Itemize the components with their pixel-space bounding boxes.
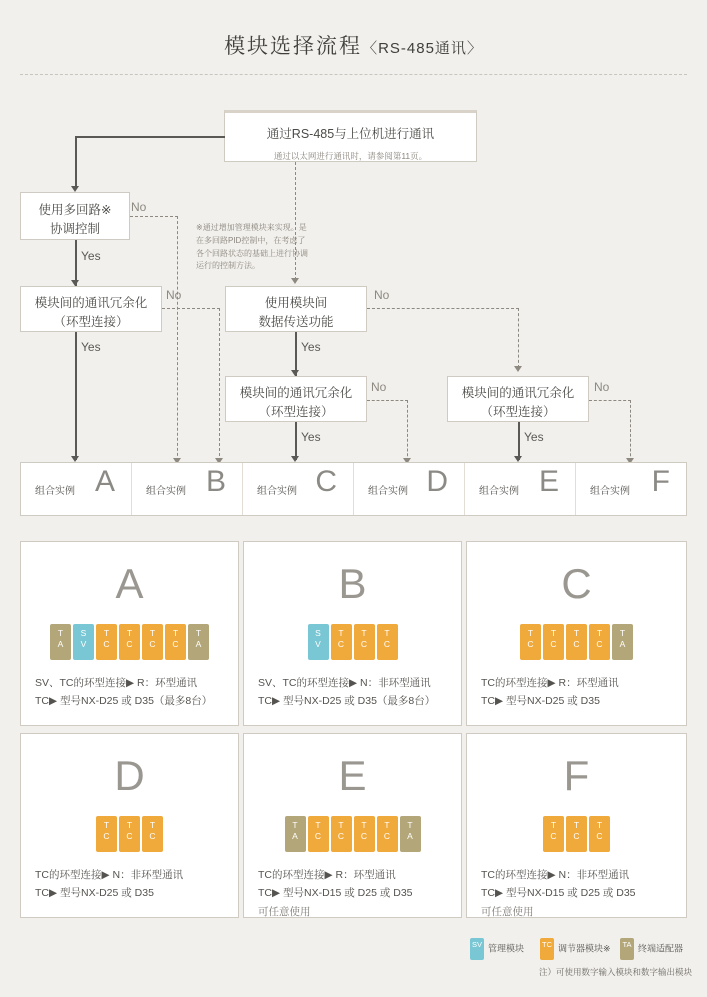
flow-start-text: 通过RS-485与上位机进行通讯	[266, 127, 435, 141]
chip-tc: T C	[520, 624, 541, 660]
dash-datatransfer-down	[518, 308, 519, 368]
card-d-chips	[21, 816, 238, 852]
chip-tc: T C	[308, 816, 329, 852]
card-b-desc-line2: TC▶ 型号NX-D25 或 D35（最多8台）	[258, 695, 436, 708]
card-b-desc-line1: SV、TC的环型连接▶ N：非环型通讯	[258, 677, 431, 689]
chip-tc: T C	[354, 816, 375, 852]
dash-redright-right	[589, 400, 631, 401]
chip-tc: T C	[543, 624, 564, 660]
result-label-d: 组合实例	[368, 486, 408, 497]
card-c-desc-line1: TC的环型连接▶ R：环型通讯	[481, 677, 619, 689]
chip-tc: T C	[331, 624, 352, 660]
card-e-chips	[244, 816, 461, 852]
label-no-redundancy-left: No	[166, 288, 182, 302]
result-cell-e	[465, 463, 576, 515]
result-cell-f	[576, 463, 686, 515]
result-label-c: 组合实例	[257, 486, 297, 497]
card-b-desc	[258, 674, 451, 711]
card-f-desc-line3: 可任意使用	[481, 905, 534, 918]
page-title-main: 模块选择流程	[224, 35, 363, 58]
line-redleft-yes	[75, 332, 77, 460]
card-e-desc-line2: TC▶ 型号NX-D15 或 D25 或 D35	[258, 887, 413, 900]
dash-multiloop-right	[130, 216, 178, 217]
chip-tc: T C	[589, 624, 610, 660]
chip-tc: T C	[566, 624, 587, 660]
chip-tc: T C	[119, 624, 140, 660]
result-cell-d	[354, 463, 465, 515]
card-a-desc-line2: TC▶ 型号NX-D25 或 D35（最多8台）	[35, 695, 213, 708]
flow-redundancy-left-line2: （环型连接）	[53, 314, 129, 329]
flow-redundancy-right-line1: 模块间的通讯冗余化	[461, 386, 575, 400]
chip-tc: T C	[142, 624, 163, 660]
card-a	[20, 541, 239, 726]
card-f-chips	[467, 816, 686, 852]
flow-redundancy-right-box	[447, 376, 589, 422]
card-d-desc-line1: TC的环型连接▶ N：非环型通讯	[35, 869, 184, 881]
dash-datatransfer-right	[367, 308, 519, 309]
label-yes-redundancy-mid: Yes	[301, 430, 321, 444]
chip-tc: T C	[377, 816, 398, 852]
card-c-chips	[467, 624, 686, 660]
line-redmid-yes	[295, 422, 297, 460]
card-c	[466, 541, 687, 726]
chip-tc-legend: TC	[540, 938, 554, 960]
card-a-desc-line1: SV、TC的环型连接▶ R：环型通讯	[35, 677, 198, 689]
legend-label-adapter: 终端适配器	[638, 943, 684, 954]
legend-item-controller	[540, 938, 611, 960]
dash-multiloop-down	[177, 216, 178, 466]
legend-label-manager: 管理模块	[488, 943, 525, 954]
flow-multiloop-line2: 协调控制	[49, 221, 100, 236]
flow-start-box	[224, 110, 477, 162]
chip-ta-legend: TA	[620, 938, 634, 960]
card-a-desc	[35, 674, 228, 711]
dash-redright-down	[630, 400, 631, 466]
card-d-letter: D	[114, 752, 145, 799]
line-start-down	[75, 136, 77, 186]
result-label-b: 组合实例	[146, 486, 186, 497]
card-f	[466, 733, 687, 918]
legend-label-controller: 调节器模块※	[558, 943, 611, 954]
result-row	[20, 462, 687, 516]
arrowhead-to-datatransfer	[291, 278, 299, 284]
card-d	[20, 733, 239, 918]
card-a-letter: A	[115, 560, 144, 607]
chip-tc: T C	[566, 816, 587, 852]
card-e-desc	[258, 866, 451, 921]
flow-redundancy-mid-line2: （环型连接）	[258, 404, 334, 419]
result-cell-a	[21, 463, 132, 515]
label-no-redundancy-right: No	[594, 380, 610, 394]
result-letter-e: E	[538, 465, 559, 498]
line-start-left	[75, 136, 225, 138]
result-letter-a: A	[94, 465, 115, 498]
card-e-desc-line1: TC的环型连接▶ R：环型通讯	[258, 869, 396, 881]
dash-start-center-down	[295, 162, 296, 280]
card-f-desc	[481, 866, 676, 921]
card-b	[243, 541, 462, 726]
card-f-desc-line1: TC的环型连接▶ N：非环型通讯	[481, 869, 630, 881]
card-e-letter: E	[338, 752, 367, 799]
flow-redundancy-mid-line1: 模块间的通讯冗余化	[239, 386, 353, 400]
label-yes-datatransfer: Yes	[301, 340, 321, 354]
card-c-desc-line2: TC▶ 型号NX-D25 或 D35	[481, 695, 600, 708]
label-no-redundancy-mid: No	[371, 380, 387, 394]
page-title	[0, 30, 707, 60]
legend-note: 注）可使用数字输入模块和数字输出模块	[538, 967, 692, 977]
legend-item-adapter	[620, 938, 683, 960]
chip-tc: T C	[96, 816, 117, 852]
arrowhead-to-redundancy-right	[514, 366, 522, 372]
flow-start-note: 通过以太网进行通讯时，请参阅第11页。	[273, 150, 428, 161]
label-yes-redundancy-left: Yes	[81, 340, 101, 354]
chip-tc: T C	[119, 816, 140, 852]
card-f-desc-line2: TC▶ 型号NX-D15 或 D25 或 D35	[481, 887, 636, 900]
label-yes-redundancy-right: Yes	[524, 430, 544, 444]
flow-multiloop-line1: 使用多回路※	[38, 203, 112, 217]
chip-tc: T C	[354, 624, 375, 660]
chip-tc: T C	[589, 816, 610, 852]
result-cell-c	[243, 463, 354, 515]
result-letter-b: B	[205, 465, 226, 498]
chip-tc: T C	[96, 624, 117, 660]
page-title-sub: 〈RS-485通讯〉	[362, 40, 483, 57]
chip-sv: S V	[73, 624, 94, 660]
label-yes-multiloop: Yes	[81, 249, 101, 263]
chip-ta: T A	[285, 816, 306, 852]
line-redright-yes	[518, 422, 520, 460]
chip-tc: T C	[543, 816, 564, 852]
card-d-desc-line2: TC▶ 型号NX-D25 或 D35	[35, 887, 154, 900]
card-a-chips	[21, 624, 238, 660]
card-c-letter: C	[561, 560, 592, 607]
flow-redundancy-left-line1: 模块间的通讯冗余化	[34, 296, 148, 310]
result-letter-f: F	[651, 465, 670, 498]
card-b-letter: B	[338, 560, 367, 607]
label-no-multiloop: No	[131, 200, 147, 214]
label-no-datatransfer: No	[374, 288, 390, 302]
flow-datatransfer-box	[225, 286, 367, 332]
chip-sv: S V	[308, 624, 329, 660]
flow-datatransfer-line2: 数据传送功能	[258, 314, 334, 329]
chip-ta: T A	[400, 816, 421, 852]
chip-ta: T A	[612, 624, 633, 660]
result-label-e: 组合实例	[479, 486, 519, 497]
header-divider	[20, 74, 687, 75]
card-e	[243, 733, 462, 918]
flow-redundancy-left-box	[20, 286, 162, 332]
result-letter-d: D	[426, 465, 448, 498]
dash-redleft-right	[162, 308, 220, 309]
legend-item-manager	[470, 938, 524, 960]
result-label-f: 组合实例	[590, 486, 630, 497]
card-f-letter: F	[563, 752, 590, 799]
flow-datatransfer-line1: 使用模块间	[264, 296, 328, 310]
dash-redmid-right	[367, 400, 408, 401]
chip-sv-legend: SV	[470, 938, 484, 960]
flow-redundancy-right-line2: （环型连接）	[480, 404, 556, 419]
card-c-desc	[481, 674, 676, 711]
result-letter-c: C	[315, 465, 337, 498]
card-b-chips	[244, 624, 461, 660]
chip-tc: T C	[377, 624, 398, 660]
card-e-desc-line3: 可任意使用	[258, 905, 311, 918]
flow-redundancy-mid-box	[225, 376, 367, 422]
card-d-desc	[35, 866, 228, 903]
dash-redleft-down	[219, 308, 220, 466]
result-cell-b	[132, 463, 243, 515]
chip-ta: T A	[188, 624, 209, 660]
result-label-a: 组合实例	[35, 486, 75, 497]
chip-ta: T A	[50, 624, 71, 660]
flow-multiloop-box	[20, 192, 130, 240]
chip-tc: T C	[331, 816, 352, 852]
chip-tc: T C	[165, 624, 186, 660]
dash-redmid-down	[407, 400, 408, 466]
flow-footnote: ※通过增加管理模块来实现。是在多回路PID控制中，在考虑了各个回路状态的基础上进行协调运行的控制方法。	[196, 223, 308, 271]
chip-tc: T C	[142, 816, 163, 852]
